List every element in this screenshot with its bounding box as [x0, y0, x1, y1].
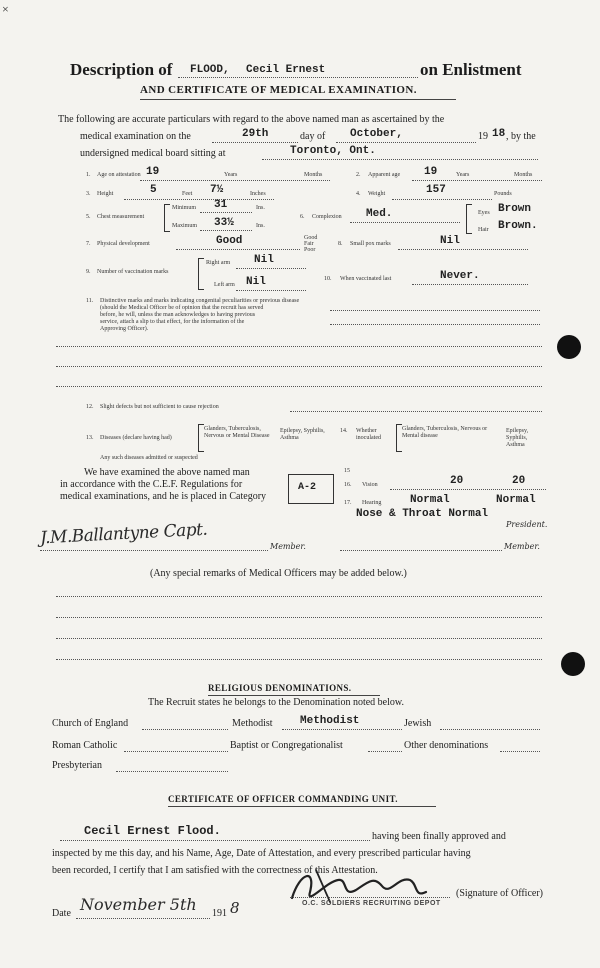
weight-value: 157	[426, 184, 446, 196]
methodist-value: Methodist	[300, 715, 360, 727]
hearing-label: Hearing	[362, 500, 382, 506]
corner-mark: ×	[2, 2, 9, 16]
vaccination-label: Number of vaccination marks	[97, 269, 169, 275]
distinctive-line-3: before, he will, unless the man acknowledges to having previous	[100, 312, 256, 318]
feet-label: Feet	[182, 191, 193, 197]
right-arm-label: Right arm	[206, 260, 231, 266]
hearing-value: Normal	[410, 494, 450, 506]
admitted-label: Any such diseases admitted or suspected	[100, 455, 198, 461]
attestation-page: × Description of FLOOD, Cecil Ernest on Enlistment AND CERTIFICATE OF MEDICAL EXAMINATION. The following are accurate particulars with regard to the above named man as ascertained by the medical examination on the 29th day of October, 19 18 , by the undersigned medical board sitting at Toronto, Ont. 1. Age on attestation 19 Years Months 2. Apparent age 19 Years Months 3. Height 5 Feet 7½ Inches 4. Weight 157 Pounds 5. Chest measurement Minimum 31 Ins. Maximum 33½ Ins. 6. Complexion Med. Eyes Brown Hair Brown. 7. Physical development Good Good Fair Poor 8. Small pox marks Nil 9. Number of vaccination marks Right arm Nil Left arm Nil 10. When vaccinated last Never. 11. Distinctive marks and marks indicating congenital peculiarities or previous disease (should the Medical Officer be of opinion that the recruit has served before, he will, unless the man acknowledges to having previous service, attach a slip to that effect, for the information of the Approving Officer). 12. Slight defects but not sufficient to cause rejection 13. Diseases (declare having had) Glanders, Tuberculosis, Nervous or Mental Disease Epilepsy, Syphilis, Asthma 14. Whether inoculated Glanders, Tuberculosis, Nervous or Mental disease Epilepsy, Syphilis, Asthma Any such diseases admitted or suspected We have examined the above named man in accordance with the C.E.F. Regulations for medical examinations, and he is placed in Category A-2 15 16. Vision 20 20 17. Hearing Normal Normal Nose & Throat Normal President. J.M.Ballantyne Capt. Member. Member. (Any special remarks of Medical Officers may be added below.) RELIGIOUS DENOMINATIONS. The Recruit states he belongs to the Denomination noted below. Church of England Methodist Methodist Jewish Roman Catholic Baptist or Congregationalist Other denominations Presbyterian CERTIFICATE OF OFFICER COMMANDING UNIT. Cecil Ernest Flood. having been finally approved and inspected by me this day, and his Name, Age, Date of Attestation, and every prescribed particular having been recorded, I certify that I am satisfied with the correctness of this Attestation. O.C. SOLDIERS RECRUITING DEPOT (Signature of Officer) Date November 5th 191 8	[0, 0, 600, 968]
chest-min-ins: Ins.	[256, 205, 265, 211]
chest-min-value: 31	[214, 199, 228, 211]
chest-max-value: 33½	[214, 217, 234, 229]
exam-place: Toronto, Ont.	[290, 145, 376, 157]
exam-year: 18	[492, 128, 506, 140]
eyes-label: Eyes	[478, 210, 490, 216]
age-label: Age on attestation	[97, 172, 141, 178]
title-on-enlistment: on Enlistment	[420, 60, 522, 79]
exam-text-1: We have examined the above named man	[84, 467, 250, 478]
religion-statement: The Recruit states he belongs to the Denomination noted below.	[148, 697, 404, 708]
date-label: Date	[52, 908, 71, 919]
physical-label: Physical development	[97, 241, 150, 247]
exam-text-2: in accordance with the C.E.F. Regulations for	[60, 479, 243, 490]
category-value: A-2	[298, 482, 317, 493]
methodist-label: Methodist	[232, 718, 273, 729]
member-label-1: Member.	[270, 542, 306, 551]
right-arm-value: Nil	[254, 254, 274, 266]
left-arm-label: Left arm	[214, 282, 235, 288]
pounds-label: Pounds	[494, 191, 512, 197]
officer-cert-title: CERTIFICATE OF OFFICER COMMANDING UNIT.	[168, 794, 398, 804]
jewish-label: Jewish	[404, 718, 432, 729]
distinctive-line-2: (should the Medical Officer be of opinion that the recruit has served	[100, 305, 264, 311]
apparent-years-label: Years	[456, 172, 470, 178]
apparent-age-label: Apparent age	[368, 172, 401, 178]
months-label: Months	[304, 172, 323, 178]
binder-hole-top	[557, 335, 581, 359]
surname: FLOOD,	[190, 64, 230, 76]
distinctive-line-4: service, attach a slip to that effect, for the information of the	[100, 319, 245, 325]
roman-catholic-label: Roman Catholic	[52, 740, 118, 751]
medical-officer-signature: J.M.Ballantyne Capt.	[39, 519, 208, 549]
chest-max-label: Maximum	[172, 223, 197, 229]
hair-label: Hair	[478, 227, 489, 233]
presbyterian-label: Presbyterian	[52, 760, 102, 771]
last-vaccinated-value: Never.	[440, 270, 480, 282]
left-arm-value: Nil	[246, 276, 266, 288]
subtitle: AND CERTIFICATE OF MEDICAL EXAMINATION.	[140, 84, 417, 96]
intro-line-1: The following are accurate particulars with regard to the above named man as ascertained by the	[58, 114, 445, 125]
age-value: 19	[146, 166, 160, 178]
smallpox-label: Small pox marks	[350, 241, 391, 247]
officer-text-3: been recorded, I certify that I am satisfied with the correctness of this Attestation.	[52, 865, 378, 876]
physical-options: Good Fair Poor	[304, 235, 318, 253]
president-label: President.	[506, 520, 548, 529]
smallpox-value: Nil	[440, 235, 460, 247]
baptist-label: Baptist or Congregationalist	[230, 740, 343, 751]
disease-list-c: Glanders, Tuberculosis, Nervous or Mental disease	[402, 426, 488, 439]
officer-text-2: inspected by me this day, and his Name, Age, Date of Attestation, and every prescribed particular having	[52, 848, 471, 859]
eyes-value: Brown	[498, 203, 532, 215]
exam-text-3: medical examinations, and he is placed in Category	[60, 491, 267, 502]
exam-day: 29th	[242, 128, 269, 140]
disease-list-d: Epilepsy, Syphilis, Asthma	[506, 428, 529, 448]
height-inches: 7½	[210, 184, 224, 196]
recruit-name: Cecil Ernest Flood.	[84, 824, 221, 838]
chest-label: Chest measurement	[97, 214, 145, 220]
disease-list-b: Epilepsy, Syphilis, Asthma	[280, 428, 325, 441]
last-vaccinated-label: When vaccinated last	[340, 276, 392, 282]
member-label-2: Member.	[504, 542, 540, 551]
binder-hole-bottom	[561, 652, 585, 676]
nose-throat: Nose & Throat Normal	[356, 508, 489, 520]
complexion-value: Med.	[366, 208, 393, 220]
intro-by-the: , by the	[506, 131, 536, 142]
physical-value: Good	[216, 235, 243, 247]
distinctive-line-5: Approving Officer).	[100, 326, 149, 332]
signature-of-officer-label: (Signature of Officer)	[456, 888, 544, 899]
officer-stamp: O.C. SOLDIERS RECRUITING DEPOT	[302, 900, 441, 907]
other-denominations-label: Other denominations	[404, 740, 489, 751]
hearing-value-2: Normal	[496, 494, 536, 506]
officer-text-1: having been finally approved and	[372, 831, 506, 842]
intro-year-prefix: 19	[478, 131, 488, 142]
intro-board-prefix: undersigned medical board sitting at	[80, 148, 226, 159]
height-label: Height	[97, 191, 114, 197]
religion-title: RELIGIOUS DENOMINATIONS.	[208, 683, 352, 693]
exam-month: October,	[350, 128, 403, 140]
date-value: November 5th	[80, 895, 197, 914]
intro-exam-prefix: medical examination on the	[80, 131, 191, 142]
vision-left: 20	[512, 475, 526, 487]
slight-defects-label: Slight defects but not sufficient to cause rejection	[100, 404, 219, 410]
apparent-months-label: Months	[514, 172, 533, 178]
intro-day-of: day of	[300, 131, 326, 142]
church-of-england-label: Church of England	[52, 718, 129, 729]
remarks-label: (Any special remarks of Medical Officers may be added below.)	[150, 568, 407, 579]
hair-value: Brown.	[498, 220, 538, 232]
chest-max-ins: Ins.	[256, 223, 265, 229]
disease-list-a: Glanders, Tuberculosis, Nervous or Mental Disease	[204, 426, 270, 439]
years-label: Years	[224, 172, 238, 178]
given-names: Cecil Ernest	[246, 64, 326, 76]
title-description-of: Description of	[70, 60, 173, 79]
complexion-label: Complexion	[312, 214, 342, 220]
vision-right: 20	[450, 475, 464, 487]
weight-label: Weight	[368, 191, 386, 197]
distinctive-line-1: Distinctive marks and marks indicating congenital peculiarities or previous disease	[100, 298, 300, 304]
vision-label: Vision	[362, 482, 378, 488]
date-year-prefix: 191	[212, 908, 227, 919]
inches-label: Inches	[250, 191, 266, 197]
apparent-age-value: 19	[424, 166, 438, 178]
chest-min-label: Minimum	[172, 205, 197, 211]
height-feet: 5	[150, 184, 157, 196]
diseases-label: Diseases (declare having had)	[100, 435, 172, 441]
whether-label: Whether inoculated	[356, 428, 381, 441]
date-year-value: 8	[230, 899, 240, 917]
